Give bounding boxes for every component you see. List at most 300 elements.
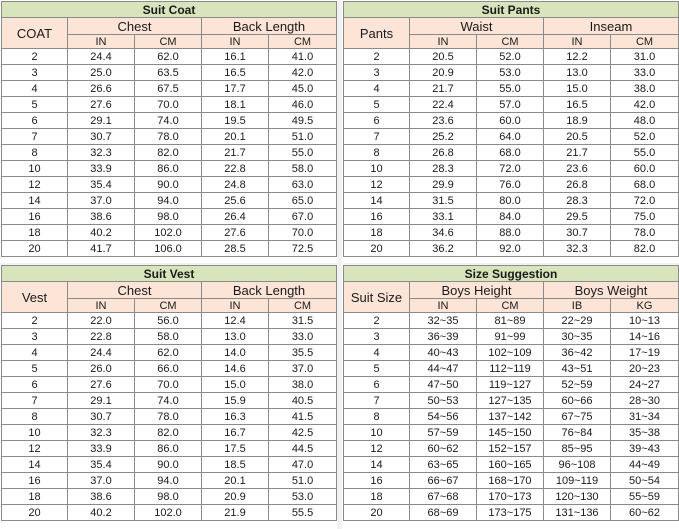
value-cell: 58.0 [269,161,337,177]
value-cell: 22.8 [68,329,135,345]
value-cell: 21.7 [544,145,611,161]
table-row [2,49,337,65]
value-cell: 67~68 [410,489,477,505]
value-cell: 17.5 [202,441,269,457]
table-row [2,489,337,505]
table-row [344,177,679,193]
value-cell: 20.1 [202,473,269,489]
value-cell: 28.5 [202,241,269,257]
table-row [344,425,679,441]
size-cell: 14 [344,193,410,209]
size-suggestion-group-header: Boys Weight [544,282,679,299]
value-cell: 63~65 [410,457,477,473]
suit-pants-row-header: Pants [344,18,410,49]
value-cell: 55.0 [477,81,544,97]
table-row [344,225,679,241]
size-cell: 14 [2,457,68,473]
table-row [2,345,337,361]
value-cell: 22.4 [410,97,477,113]
size-cell: 7 [344,393,410,409]
value-cell: 86.0 [135,441,202,457]
value-cell: 32.3 [68,145,135,161]
value-cell: 96~108 [544,457,611,473]
size-cell: 6 [2,377,68,393]
value-cell: 68~69 [410,505,477,521]
size-cell: 10 [344,161,410,177]
size-cell: 18 [344,489,410,505]
size-suggestion-table-panel [343,265,679,521]
value-cell: 41.0 [269,49,337,65]
table-row [344,65,679,81]
value-cell: 38.6 [68,489,135,505]
value-cell: 29.1 [68,393,135,409]
value-cell: 80.0 [477,193,544,209]
size-cell: 3 [344,65,410,81]
value-cell: 43~51 [544,361,611,377]
value-cell: 85~95 [544,441,611,457]
value-cell: 55.0 [269,145,337,161]
value-cell: 58.0 [135,329,202,345]
size-cell: 4 [344,345,410,361]
size-cell: 5 [344,97,410,113]
value-cell: 20.1 [202,129,269,145]
table-row [2,97,337,113]
value-cell: 78.0 [135,409,202,425]
value-cell: 38.0 [269,377,337,393]
size-cell: 12 [2,441,68,457]
size-cell: 16 [344,473,410,489]
table-row [344,129,679,145]
suit-vest-unit-header: CM [269,299,337,313]
value-cell: 19.5 [202,113,269,129]
value-cell: 66~67 [410,473,477,489]
value-cell: 32.3 [68,425,135,441]
value-cell: 20~23 [611,361,679,377]
value-cell: 75.0 [611,209,679,225]
size-cell: 16 [344,209,410,225]
value-cell: 21.7 [202,145,269,161]
size-cell: 20 [344,241,410,257]
value-cell: 160~165 [477,457,544,473]
value-cell: 47~50 [410,377,477,393]
value-cell: 60.0 [477,113,544,129]
table-row [2,425,337,441]
value-cell: 37.0 [269,361,337,377]
size-suggestion-unit-header: CM [477,299,544,313]
size-cell: 4 [2,345,68,361]
value-cell: 35.4 [68,177,135,193]
value-cell: 24.4 [68,49,135,65]
value-cell: 62.0 [135,345,202,361]
value-cell: 25.0 [68,65,135,81]
table-row [2,145,337,161]
size-cell: 16 [2,209,68,225]
value-cell: 52.0 [477,49,544,65]
value-cell: 28.3 [410,161,477,177]
value-cell: 56.0 [135,313,202,329]
table-row [344,313,679,329]
value-cell: 112~119 [477,361,544,377]
value-cell: 54~56 [410,409,477,425]
size-cell: 10 [2,425,68,441]
value-cell: 26.8 [544,177,611,193]
value-cell: 15.0 [202,377,269,393]
value-cell: 40.2 [68,225,135,241]
size-cell: 20 [2,505,68,521]
value-cell: 35.4 [68,457,135,473]
suit-pants-table [343,1,679,257]
size-suggestion-group-header: Boys Height [410,282,544,299]
size-cell: 2 [2,49,68,65]
value-cell: 16.5 [202,65,269,81]
value-cell: 50~54 [611,473,679,489]
table-row [344,361,679,377]
value-cell: 29.1 [68,113,135,129]
size-cell: 5 [344,361,410,377]
table-row [2,441,337,457]
size-cell: 3 [2,329,68,345]
table-row [2,329,337,345]
value-cell: 26.6 [68,81,135,97]
value-cell: 20.5 [410,49,477,65]
value-cell: 33.9 [68,161,135,177]
value-cell: 137~142 [477,409,544,425]
value-cell: 38.0 [611,81,679,97]
suit-pants-table-panel [343,1,679,257]
value-cell: 47.0 [269,457,337,473]
value-cell: 173~175 [477,505,544,521]
value-cell: 34.6 [410,225,477,241]
value-cell: 55~59 [611,489,679,505]
size-cell: 7 [2,393,68,409]
value-cell: 119~127 [477,377,544,393]
value-cell: 16.3 [202,409,269,425]
table-row [344,329,679,345]
value-cell: 37.0 [68,193,135,209]
value-cell: 57.0 [477,97,544,113]
suit-coat-unit-header: IN [68,35,135,49]
size-cell: 4 [344,81,410,97]
table-row [2,505,337,521]
value-cell: 21.7 [410,81,477,97]
value-cell: 60~62 [410,441,477,457]
value-cell: 106.0 [135,241,202,257]
value-cell: 30.7 [68,409,135,425]
suit-vest-group-header: Chest [68,282,202,299]
value-cell: 70.0 [135,97,202,113]
size-cell: 20 [344,505,410,521]
value-cell: 82.0 [611,241,679,257]
value-cell: 53.0 [269,489,337,505]
value-cell: 31.5 [269,313,337,329]
value-cell: 82.0 [135,145,202,161]
value-cell: 23.6 [544,161,611,177]
value-cell: 94.0 [135,193,202,209]
table-row [344,145,679,161]
value-cell: 12.4 [202,313,269,329]
value-cell: 74.0 [135,113,202,129]
suit-vest-table [1,265,337,521]
size-cell: 8 [2,145,68,161]
value-cell: 67.5 [135,81,202,97]
value-cell: 168~170 [477,473,544,489]
table-row [2,129,337,145]
value-cell: 81~89 [477,313,544,329]
value-cell: 24.8 [202,177,269,193]
value-cell: 60~66 [544,393,611,409]
value-cell: 45.0 [269,81,337,97]
size-cell: 3 [344,329,410,345]
value-cell: 62.0 [135,49,202,65]
value-cell: 57~59 [410,425,477,441]
value-cell: 86.0 [135,161,202,177]
value-cell: 127~135 [477,393,544,409]
suit-vest-group-header: Back Length [202,282,337,299]
table-row [344,473,679,489]
table-row [2,81,337,97]
suit-pants-unit-header: CM [611,35,679,49]
table-row [344,97,679,113]
value-cell: 44~47 [410,361,477,377]
size-cell: 18 [344,225,410,241]
value-cell: 42.0 [269,65,337,81]
value-cell: 30.7 [544,225,611,241]
value-cell: 27.6 [68,97,135,113]
value-cell: 51.0 [269,129,337,145]
value-cell: 41.5 [269,409,337,425]
value-cell: 42.5 [269,425,337,441]
value-cell: 72.0 [611,193,679,209]
suit-vest-unit-header: CM [135,299,202,313]
size-cell: 7 [344,129,410,145]
table-row [344,113,679,129]
table-row [344,457,679,473]
value-cell: 38.6 [68,209,135,225]
suit-coat-unit-header: CM [269,35,337,49]
value-cell: 35~38 [611,425,679,441]
value-cell: 32~35 [410,313,477,329]
value-cell: 14.6 [202,361,269,377]
value-cell: 102~109 [477,345,544,361]
value-cell: 109~119 [544,473,611,489]
suit-coat-unit-header: CM [135,35,202,49]
size-cell: 6 [344,113,410,129]
value-cell: 78.0 [611,225,679,241]
value-cell: 28~30 [611,393,679,409]
value-cell: 131~136 [544,505,611,521]
value-cell: 72.0 [477,161,544,177]
size-cell: 12 [344,177,410,193]
table-row [2,193,337,209]
value-cell: 16.7 [202,425,269,441]
value-cell: 44~49 [611,457,679,473]
value-cell: 98.0 [135,489,202,505]
value-cell: 29.9 [410,177,477,193]
value-cell: 27.6 [202,225,269,241]
table-row [344,409,679,425]
value-cell: 55.5 [269,505,337,521]
table-row [2,377,337,393]
value-cell: 27.6 [68,377,135,393]
suit-pants-unit-header: CM [477,35,544,49]
value-cell: 50~53 [410,393,477,409]
value-cell: 26.8 [410,145,477,161]
size-cell: 12 [2,177,68,193]
value-cell: 46.0 [269,97,337,113]
value-cell: 10~13 [611,313,679,329]
suit-coat-group-header: Chest [68,18,202,35]
suit-vest-row-header: Vest [2,282,68,313]
value-cell: 25.6 [202,193,269,209]
size-cell: 3 [2,65,68,81]
value-cell: 15.0 [544,81,611,97]
table-row [344,505,679,521]
table-row [2,473,337,489]
table-row [2,113,337,129]
value-cell: 60~62 [611,505,679,521]
table-row [344,161,679,177]
size-cell: 5 [2,361,68,377]
table-row [344,489,679,505]
table-row [2,225,337,241]
value-cell: 31~34 [611,409,679,425]
value-cell: 24~27 [611,377,679,393]
value-cell: 72.5 [269,241,337,257]
value-cell: 32.3 [544,241,611,257]
suit-vest-title: Suit Vest [2,266,337,282]
value-cell: 51.0 [269,473,337,489]
suit-pants-unit-header: IN [544,35,611,49]
value-cell: 76.0 [477,177,544,193]
value-cell: 29.5 [544,209,611,225]
size-cell: 10 [2,161,68,177]
table-row [344,393,679,409]
suit-coat-title: Suit Coat [2,2,337,18]
value-cell: 41.7 [68,241,135,257]
table-row [2,161,337,177]
value-cell: 33.1 [410,209,477,225]
value-cell: 84.0 [477,209,544,225]
value-cell: 13.0 [202,329,269,345]
value-cell: 14~16 [611,329,679,345]
value-cell: 170~173 [477,489,544,505]
value-cell: 90.0 [135,177,202,193]
size-cell: 4 [2,81,68,97]
size-suggestion-unit-header: KG [611,299,679,313]
value-cell: 14.0 [202,345,269,361]
size-cell: 14 [344,457,410,473]
value-cell: 31.5 [410,193,477,209]
value-cell: 22.8 [202,161,269,177]
table-row [2,209,337,225]
value-cell: 68.0 [477,145,544,161]
size-cell: 20 [2,241,68,257]
size-cell: 2 [344,313,410,329]
value-cell: 12.2 [544,49,611,65]
value-cell: 52.0 [611,129,679,145]
value-cell: 30.7 [68,129,135,145]
suit-coat-unit-header: IN [202,35,269,49]
value-cell: 33.0 [269,329,337,345]
value-cell: 33.0 [611,65,679,81]
value-cell: 40.2 [68,505,135,521]
suit-pants-unit-header: IN [410,35,477,49]
value-cell: 67~75 [544,409,611,425]
value-cell: 42.0 [611,97,679,113]
value-cell: 120~130 [544,489,611,505]
suit-coat-row-header: COAT [2,18,68,49]
table-row [344,441,679,457]
value-cell: 98.0 [135,209,202,225]
table-row [344,377,679,393]
value-cell: 68.0 [611,177,679,193]
size-suggestion-unit-header: IB [544,299,611,313]
value-cell: 30~35 [544,329,611,345]
suit-coat-table-panel [1,1,337,257]
table-row [2,393,337,409]
table-row [2,313,337,329]
value-cell: 13.0 [544,65,611,81]
value-cell: 36.2 [410,241,477,257]
value-cell: 31.0 [611,49,679,65]
suit-coat-table [1,1,337,257]
size-cell: 8 [344,409,410,425]
value-cell: 48.0 [611,113,679,129]
value-cell: 20.9 [410,65,477,81]
value-cell: 90.0 [135,457,202,473]
value-cell: 17.7 [202,81,269,97]
value-cell: 24.4 [68,345,135,361]
suit-vest-unit-header: IN [202,299,269,313]
value-cell: 17~19 [611,345,679,361]
size-cell: 8 [344,145,410,161]
value-cell: 16.5 [544,97,611,113]
size-cell: 7 [2,129,68,145]
value-cell: 94.0 [135,473,202,489]
value-cell: 52~59 [544,377,611,393]
value-cell: 67.0 [269,209,337,225]
suit-coat-group-header: Back Length [202,18,337,35]
size-suggestion-unit-header: IN [410,299,477,313]
size-cell: 5 [2,97,68,113]
value-cell: 33.9 [68,441,135,457]
value-cell: 37.0 [68,473,135,489]
value-cell: 25.2 [410,129,477,145]
suit-pants-group-header: Waist [410,18,544,35]
value-cell: 55.0 [611,145,679,161]
value-cell: 39~43 [611,441,679,457]
table-row [344,209,679,225]
value-cell: 70.0 [269,225,337,241]
value-cell: 40.5 [269,393,337,409]
suit-vest-table-panel [1,265,337,521]
suit-pants-title: Suit Pants [344,2,679,18]
value-cell: 23.6 [410,113,477,129]
value-cell: 26.0 [68,361,135,377]
size-cell: 18 [2,489,68,505]
value-cell: 145~150 [477,425,544,441]
value-cell: 20.5 [544,129,611,145]
value-cell: 16.1 [202,49,269,65]
value-cell: 63.5 [135,65,202,81]
value-cell: 26.4 [202,209,269,225]
value-cell: 92.0 [477,241,544,257]
table-row [2,457,337,473]
size-cell: 6 [344,377,410,393]
table-row [344,345,679,361]
value-cell: 66.0 [135,361,202,377]
value-cell: 35.5 [269,345,337,361]
